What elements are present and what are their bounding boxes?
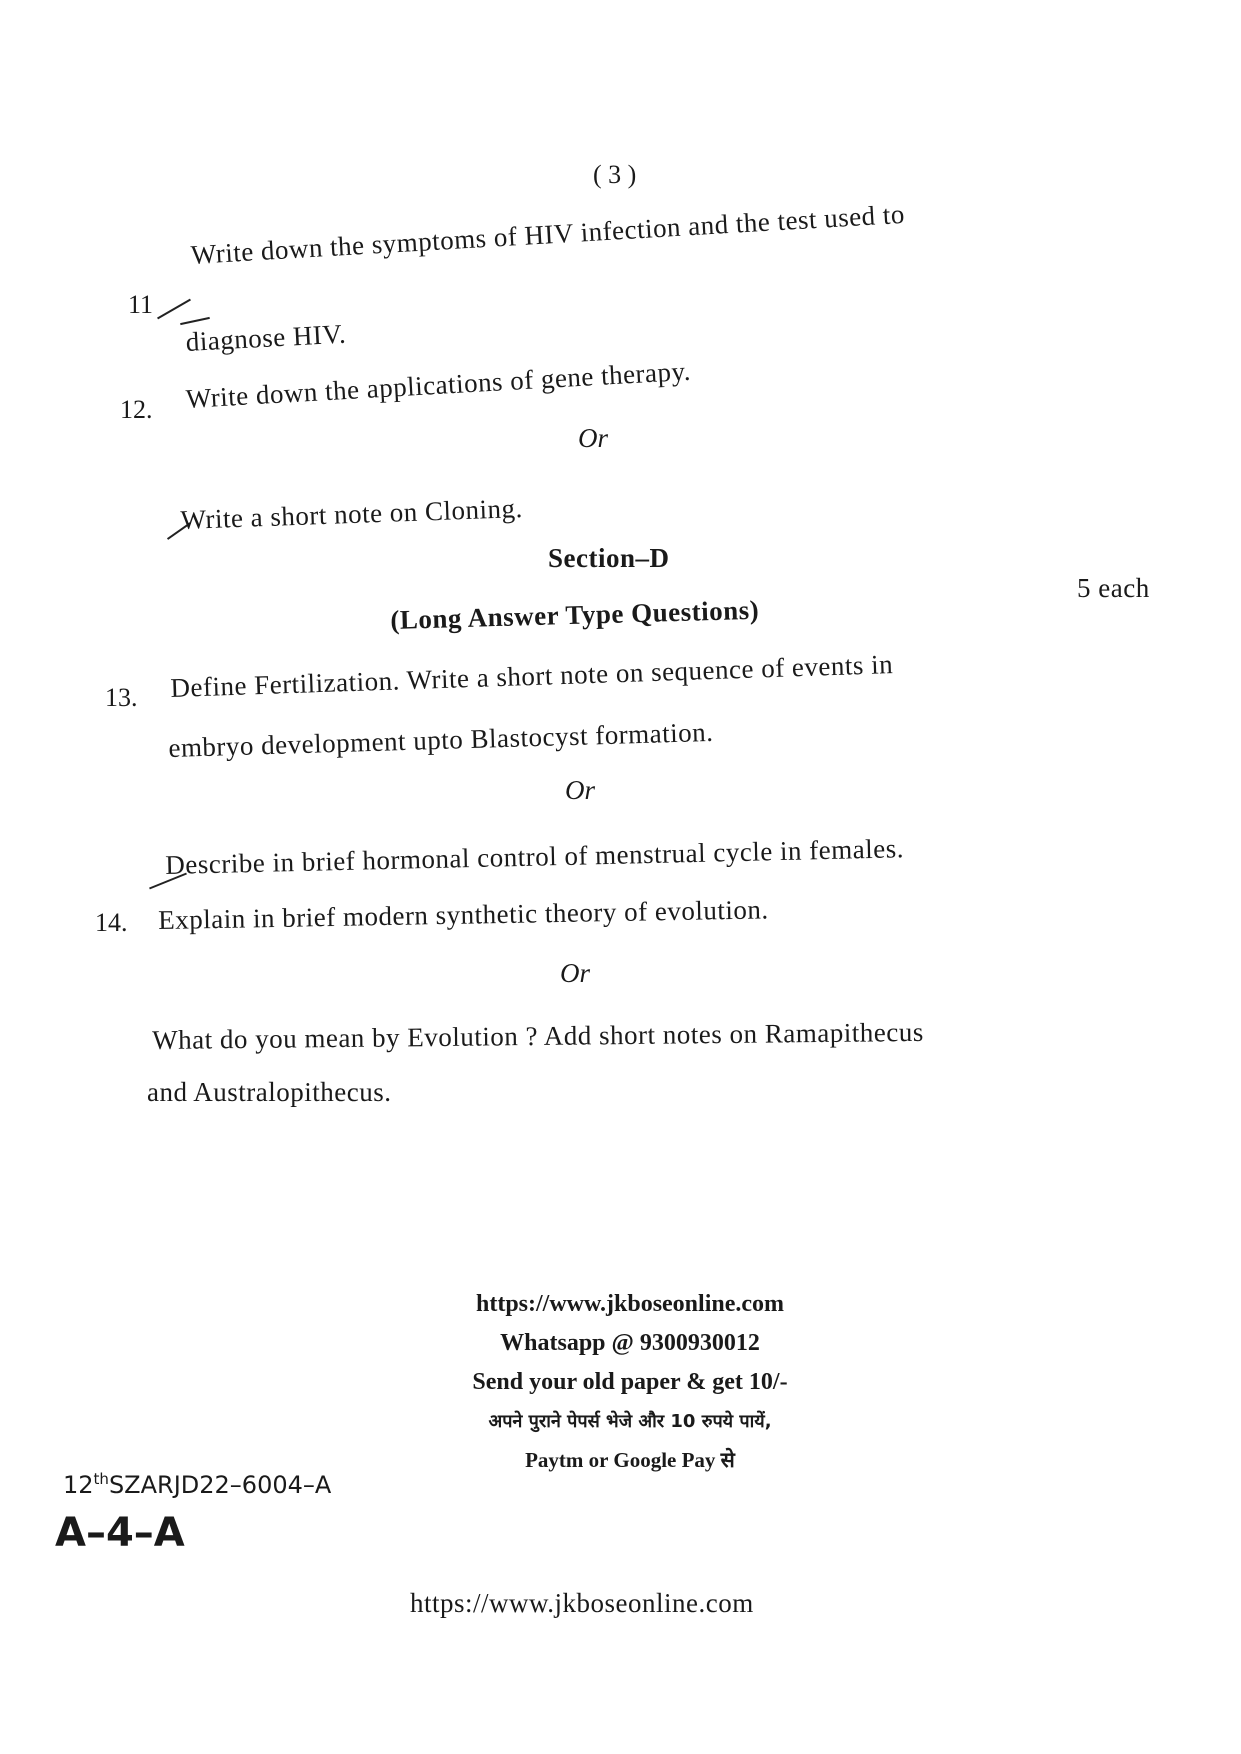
paper-code-id: SZARJD22–6004–A xyxy=(108,1471,332,1499)
marks-each: 5 each xyxy=(1077,573,1150,603)
question-number-11: 11 xyxy=(128,290,154,319)
paper-code xyxy=(63,1470,331,1499)
question-13-alternative: Describe in brief hormonal control of menstrual cycle in females. xyxy=(165,833,905,880)
footer-hindi: अपने पुराने पेपर्स भेजे और 10 रुपये पायें, xyxy=(488,1411,772,1432)
question-number-12: 12. xyxy=(120,395,153,424)
pen-mark xyxy=(157,299,191,320)
question-number-13: 13. xyxy=(105,683,138,712)
question-14-alt-line-2: and Australopithecus. xyxy=(147,1077,392,1107)
or-label: Or xyxy=(560,958,591,988)
pen-mark xyxy=(180,317,210,325)
or-label: Or xyxy=(565,775,596,805)
question-13-line-2: embryo development upto Blastocyst formation. xyxy=(168,716,714,763)
question-11-line-2: diagnose HIV. xyxy=(185,318,347,357)
question-13-line-1: Define Fertilization. Write a short note on sequence of events in xyxy=(170,649,894,703)
paper-set-code: A–4–A xyxy=(55,1510,185,1556)
or-label: Or xyxy=(578,423,609,453)
bottom-url: https://www.jkboseonline.com xyxy=(410,1588,754,1618)
question-12-alternative: Write a short note on Cloning. xyxy=(180,493,524,535)
section-subtitle: (Long Answer Type Questions) xyxy=(390,594,760,635)
question-14-text: Explain in brief modern synthetic theory of evolution. xyxy=(158,894,769,935)
footer-whatsapp: Whatsapp @ 9300930012 xyxy=(500,1330,760,1356)
page-number: ( 3 ) xyxy=(593,160,637,189)
paper-code-sup: th xyxy=(93,1470,109,1488)
paper-code-prefix: 12 xyxy=(63,1471,94,1499)
question-14-alt-line-1: What do you mean by Evolution ? Add short notes on Ramapithecus xyxy=(152,1016,924,1055)
footer-url: https://www.jkboseonline.com xyxy=(475,1291,785,1317)
question-11-line-1: Write down the symptoms of HIV infection and the test used to xyxy=(190,198,906,270)
section-title: Section–D xyxy=(548,543,670,573)
footer-offer: Send your old paper & get 10/- xyxy=(472,1369,788,1395)
footer-payment: Paytm or Google Pay से xyxy=(525,1448,735,1472)
question-number-14: 14. xyxy=(95,908,128,937)
question-12-text: Write down the applications of gene therapy. xyxy=(185,355,692,414)
footer-promo xyxy=(380,1285,880,1480)
